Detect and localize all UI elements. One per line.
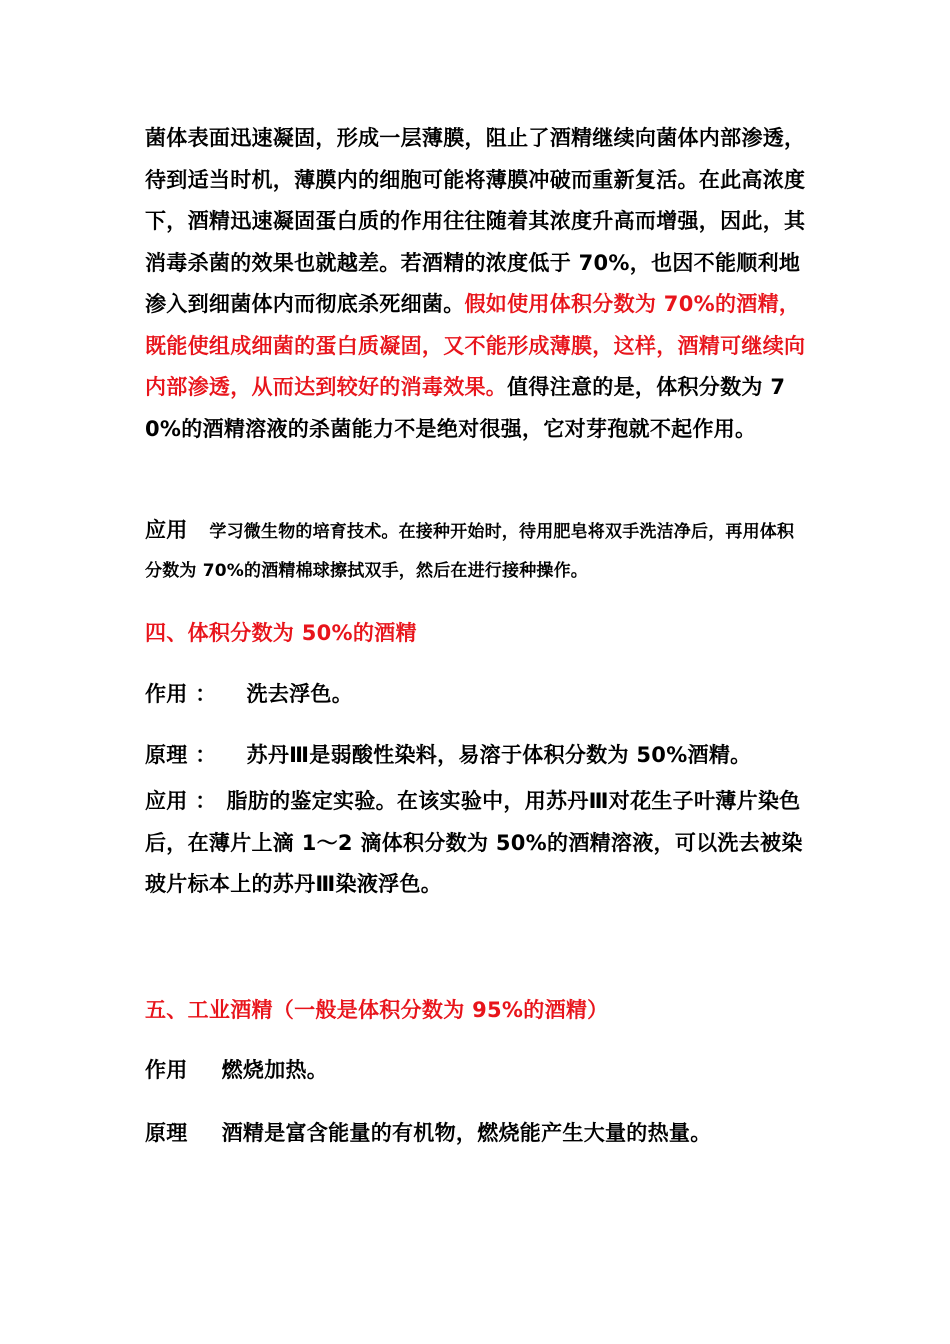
section-4-application (145, 781, 810, 906)
paragraph-text-end: 值得注意的是，体积分数为 70%的酒精溶液的杀菌能力不是绝对很强，它对芽孢就不起作用。 (145, 375, 786, 441)
application-text: 学习微生物的培育技术。在接种开始时，待用肥皂将双手洗洁净后，再用体积分数为 70%的酒精棉球擦拭双手，然后在进行接种操作。 (145, 522, 795, 581)
section-5-principle (145, 1113, 810, 1155)
function-text: 洗去浮色。 (246, 682, 354, 706)
principle-text: 苏丹Ⅲ是弱酸性染料，易溶于体积分数为 50%酒精。 (246, 743, 752, 767)
principle-label: 原理 ： (145, 743, 217, 767)
section-4-heading: 四、体积分数为 50%的酒精 (145, 621, 417, 645)
function-label: 作用 ： (145, 682, 217, 706)
ethanol-70-application-paragraph (145, 511, 810, 591)
application-label: 应用 ： (145, 789, 217, 813)
paragraph-text-start: 菌体表面迅速凝固，形成一层薄膜，阻止了酒精继续向菌体内部渗透，待到适当时机，薄膜内的细胞可能将薄膜冲破而重新复活。在此高浓度下，酒精迅速凝固蛋白质的作用往往随着其浓度升高而增强，因此，其消毒杀菌的效果也就越差。若酒精的浓度低于 70%，也因不能顺利地渗入到细菌体内而彻底杀死细菌。 (145, 126, 806, 316)
section-5-heading: 五、工业酒精（一般是体积分数为 95%的酒精） (145, 998, 609, 1022)
highlighted-key-point: 假如使用体积分数为 70%的酒精，既能使组成细菌的蛋白质凝固，又不能形成薄膜，这样，酒精可继续向内部渗透，从而达到较好的消毒效果。 (145, 292, 806, 399)
ethanol-70-explanation-paragraph (145, 118, 810, 450)
function-label: 作用 (145, 1058, 188, 1082)
section-5-function (145, 1050, 810, 1092)
principle-label: 原理 (145, 1121, 188, 1145)
section-4-principle (145, 735, 810, 777)
principle-text: 酒精是富含能量的有机物，燃烧能产生大量的热量。 (221, 1121, 712, 1145)
function-text: 燃烧加热。 (221, 1058, 329, 1082)
application-label: 应用 (145, 518, 188, 542)
section-4-function (145, 674, 810, 716)
application-text: 脂肪的鉴定实验。在该实验中，用苏丹Ⅲ对花生子叶薄片染色后，在薄片上滴 1～2 滴体积分数为 50%的酒精溶液，可以洗去被染玻片标本上的苏丹Ⅲ染液浮色。 (145, 789, 803, 896)
